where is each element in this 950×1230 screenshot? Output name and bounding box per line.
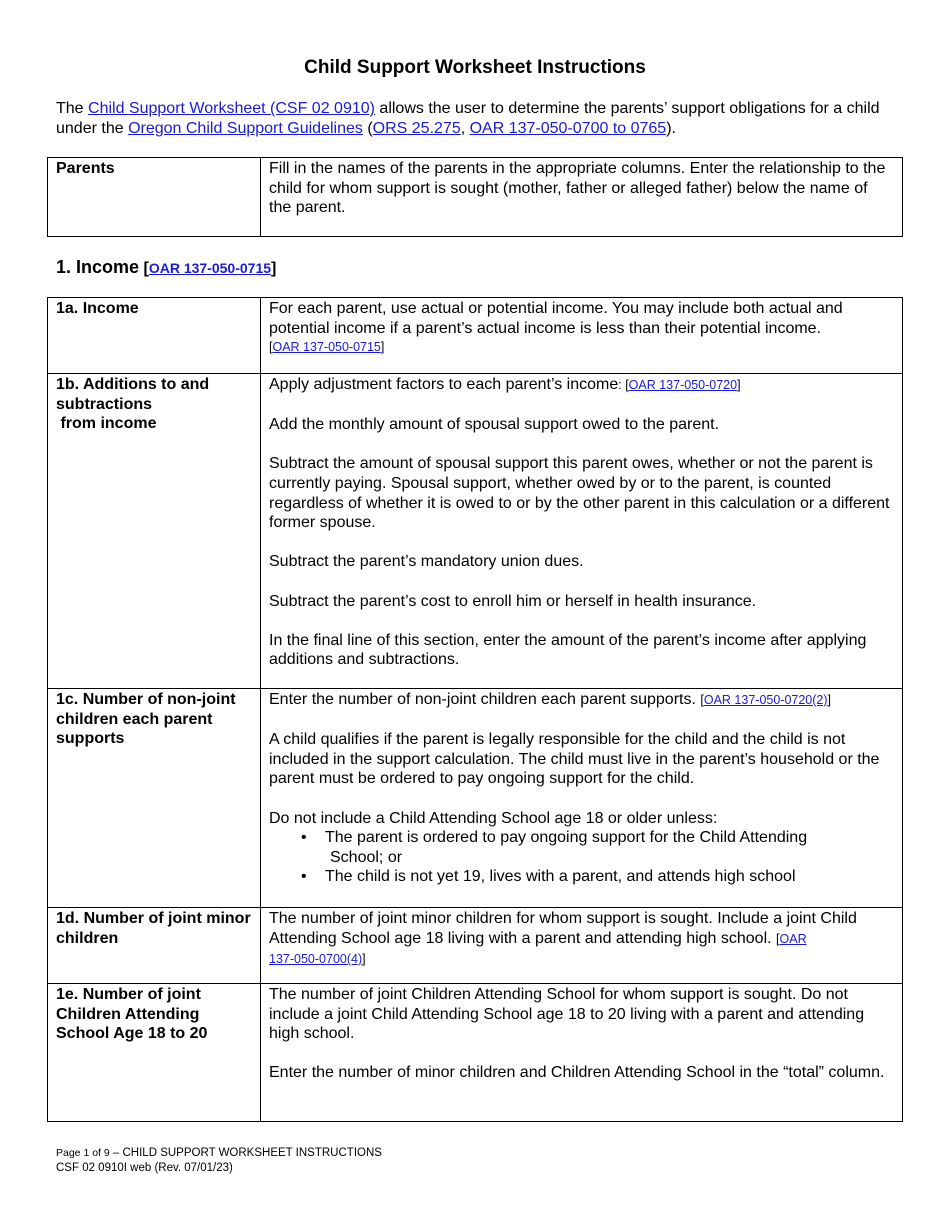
row-label-cell xyxy=(48,158,261,237)
label-line: subtractions xyxy=(56,395,153,413)
list-item xyxy=(301,867,894,887)
row-label-cell xyxy=(48,908,261,984)
row-1a-ref xyxy=(269,338,894,358)
list-item xyxy=(301,828,894,867)
page-footer xyxy=(56,1146,382,1176)
bullet-icon: • xyxy=(301,868,307,886)
bracket: [ xyxy=(776,931,780,946)
oar-range-link[interactable]: OAR 137-050-0700 to 0765 xyxy=(469,120,667,137)
footer-line-2: CSF 02 0910I web (Rev. 07/01/23) xyxy=(56,1162,233,1174)
row-1b-p5: Subtract the parent’s cost to enroll him or herself in health insurance. xyxy=(269,592,757,610)
row-text-cell xyxy=(261,984,903,1122)
intro-text: allows the user to determine the parents’ support obligations for a child under the xyxy=(56,100,880,137)
row-label-cell xyxy=(48,374,261,689)
row-1a-text: For each parent, use actual or potential income. You may include both actual and potential income if a parent’s actual income is less than their potential income. xyxy=(269,300,843,337)
label-line: from income xyxy=(56,415,157,433)
text: Enter the number of non-joint children each parent supports. xyxy=(269,691,701,708)
row-1b-p6: In the final line of this section, enter the amount of the parent’s income after applying additions and subtractions. xyxy=(269,631,867,669)
text: School; or xyxy=(330,848,403,866)
page-title: Child Support Worksheet Instructions xyxy=(304,57,646,78)
row-1a-label: 1a. Income xyxy=(56,300,139,317)
row-1b-p3: Subtract the amount of spousal support this parent owes, whether or not the parent is currently paying. Spousal support, whether owed by or to the parent, is counted regardless of whether it is owed to or by the other parent in this calculation or a different former spouse. xyxy=(269,455,890,532)
row-1b-p2: Add the monthly amount of spousal support owed to the parent. xyxy=(269,416,720,434)
bracket: ] xyxy=(737,378,741,392)
oar-0700-4-link[interactable]: OAR xyxy=(779,931,807,946)
intro-text: The xyxy=(56,100,89,117)
footer-line-1 xyxy=(56,1146,382,1161)
table-row-1a xyxy=(48,298,903,374)
page-number: Page 1 of 9 xyxy=(56,1147,110,1159)
text: The number of joint minor children for whom support is sought. Include a joint Child Attending School age 18 living with a parent and attending high school. xyxy=(269,910,857,947)
table-row-1e xyxy=(48,984,903,1122)
bracket: [ xyxy=(625,378,629,392)
bracket: ] xyxy=(362,952,366,967)
parents-text: Fill in the names of the parents in the appropriate columns. Enter the relationship to the child for whom support is sought (mother, father or alleged father) below the name of the parent. xyxy=(269,160,886,217)
table-row-1c xyxy=(48,689,903,908)
guidelines-link[interactable]: Oregon Child Support Guidelines xyxy=(128,120,363,137)
oar-0720-link[interactable]: OAR 137-050-0720 xyxy=(628,378,738,392)
oar-0720-2-link[interactable]: OAR 137-050-0720(2) xyxy=(703,693,828,707)
row-1e-p1: The number of joint Children Attending School for whom support is sought. Do not include a joint Child Attending School age 18 to 20 living with a parent and attending high school. xyxy=(269,986,865,1043)
bracket: ] xyxy=(271,260,277,277)
row-1b-p1 xyxy=(269,375,894,396)
row-text-cell xyxy=(261,689,903,908)
row-label-cell xyxy=(48,984,261,1122)
row-text-cell xyxy=(261,908,903,984)
bracket: ] xyxy=(827,693,832,707)
table-row-1b xyxy=(48,374,903,689)
bullet-icon: • xyxy=(301,829,307,847)
section-heading-income xyxy=(56,257,276,278)
text: Apply adjustment factors to each parent’s income xyxy=(269,376,619,393)
row-label-cell xyxy=(48,689,261,908)
bracket: [ xyxy=(139,260,149,277)
income-table xyxy=(47,297,903,1122)
row-1c-p1 xyxy=(269,690,894,711)
row-1e-p2: Enter the number of minor children and Children Attending School in the “total” column. xyxy=(269,1064,885,1082)
bullet-list xyxy=(269,828,894,887)
text: The child is not yet 19, lives with a parent, and attends high school xyxy=(325,868,796,886)
table-row-1d xyxy=(48,908,903,984)
worksheet-link[interactable]: Child Support Worksheet (CSF 02 0910) xyxy=(88,100,375,117)
row-text-cell xyxy=(261,374,903,689)
text: The parent is ordered to pay ongoing support for the Child Attending xyxy=(325,829,808,847)
row-text-cell xyxy=(261,298,903,374)
bracket: [ xyxy=(269,340,273,355)
bracket: ] xyxy=(380,340,385,355)
label-line: 1b. Additions to and xyxy=(56,376,210,393)
intro-text: ). xyxy=(666,120,676,137)
row-1e-label: 1e. Number of joint Children Attending School Age 18 to 20 xyxy=(56,986,208,1043)
ors-link[interactable]: ORS 25.275 xyxy=(372,120,461,137)
row-1b-p4: Subtract the parent’s mandatory union dues. xyxy=(269,553,584,571)
section-number: 1. xyxy=(56,257,77,277)
row-1c-label: 1c. Number of non-joint children each parent supports xyxy=(56,691,236,748)
section-oar-link[interactable]: OAR 137-050-0715 xyxy=(148,260,272,276)
row-text-cell xyxy=(261,158,903,237)
parents-label: Parents xyxy=(56,160,115,177)
row-label-cell xyxy=(48,298,261,374)
section-title: Income xyxy=(76,257,140,277)
footer-title: – CHILD SUPPORT WORKSHEET INSTRUCTIONS xyxy=(109,1147,382,1159)
oar-0715-link[interactable]: OAR 137-050-0715 xyxy=(272,340,381,355)
intro-text: ( xyxy=(362,120,373,137)
row-1c-p3: Do not include a Child Attending School age 18 or older unless: xyxy=(269,809,718,827)
table-row xyxy=(48,158,903,237)
intro-paragraph xyxy=(56,99,906,139)
oar-0700-4-link[interactable]: 137-050-0700(4) xyxy=(269,952,363,967)
row-1d-label: 1d. Number of joint minor children xyxy=(56,910,251,947)
text: : xyxy=(618,378,626,392)
intro-text: , xyxy=(460,120,470,137)
row-1c-p2: A child qualifies if the parent is legally responsible for the child and the child is not included in the support calculation. The child must live in the parent’s household or the parent must be ordered to pay ongoing support for the child. xyxy=(269,731,880,788)
bracket: [ xyxy=(700,693,704,707)
row-1d-text xyxy=(269,909,894,970)
parents-table xyxy=(47,157,903,237)
row-1b-label xyxy=(48,374,260,434)
